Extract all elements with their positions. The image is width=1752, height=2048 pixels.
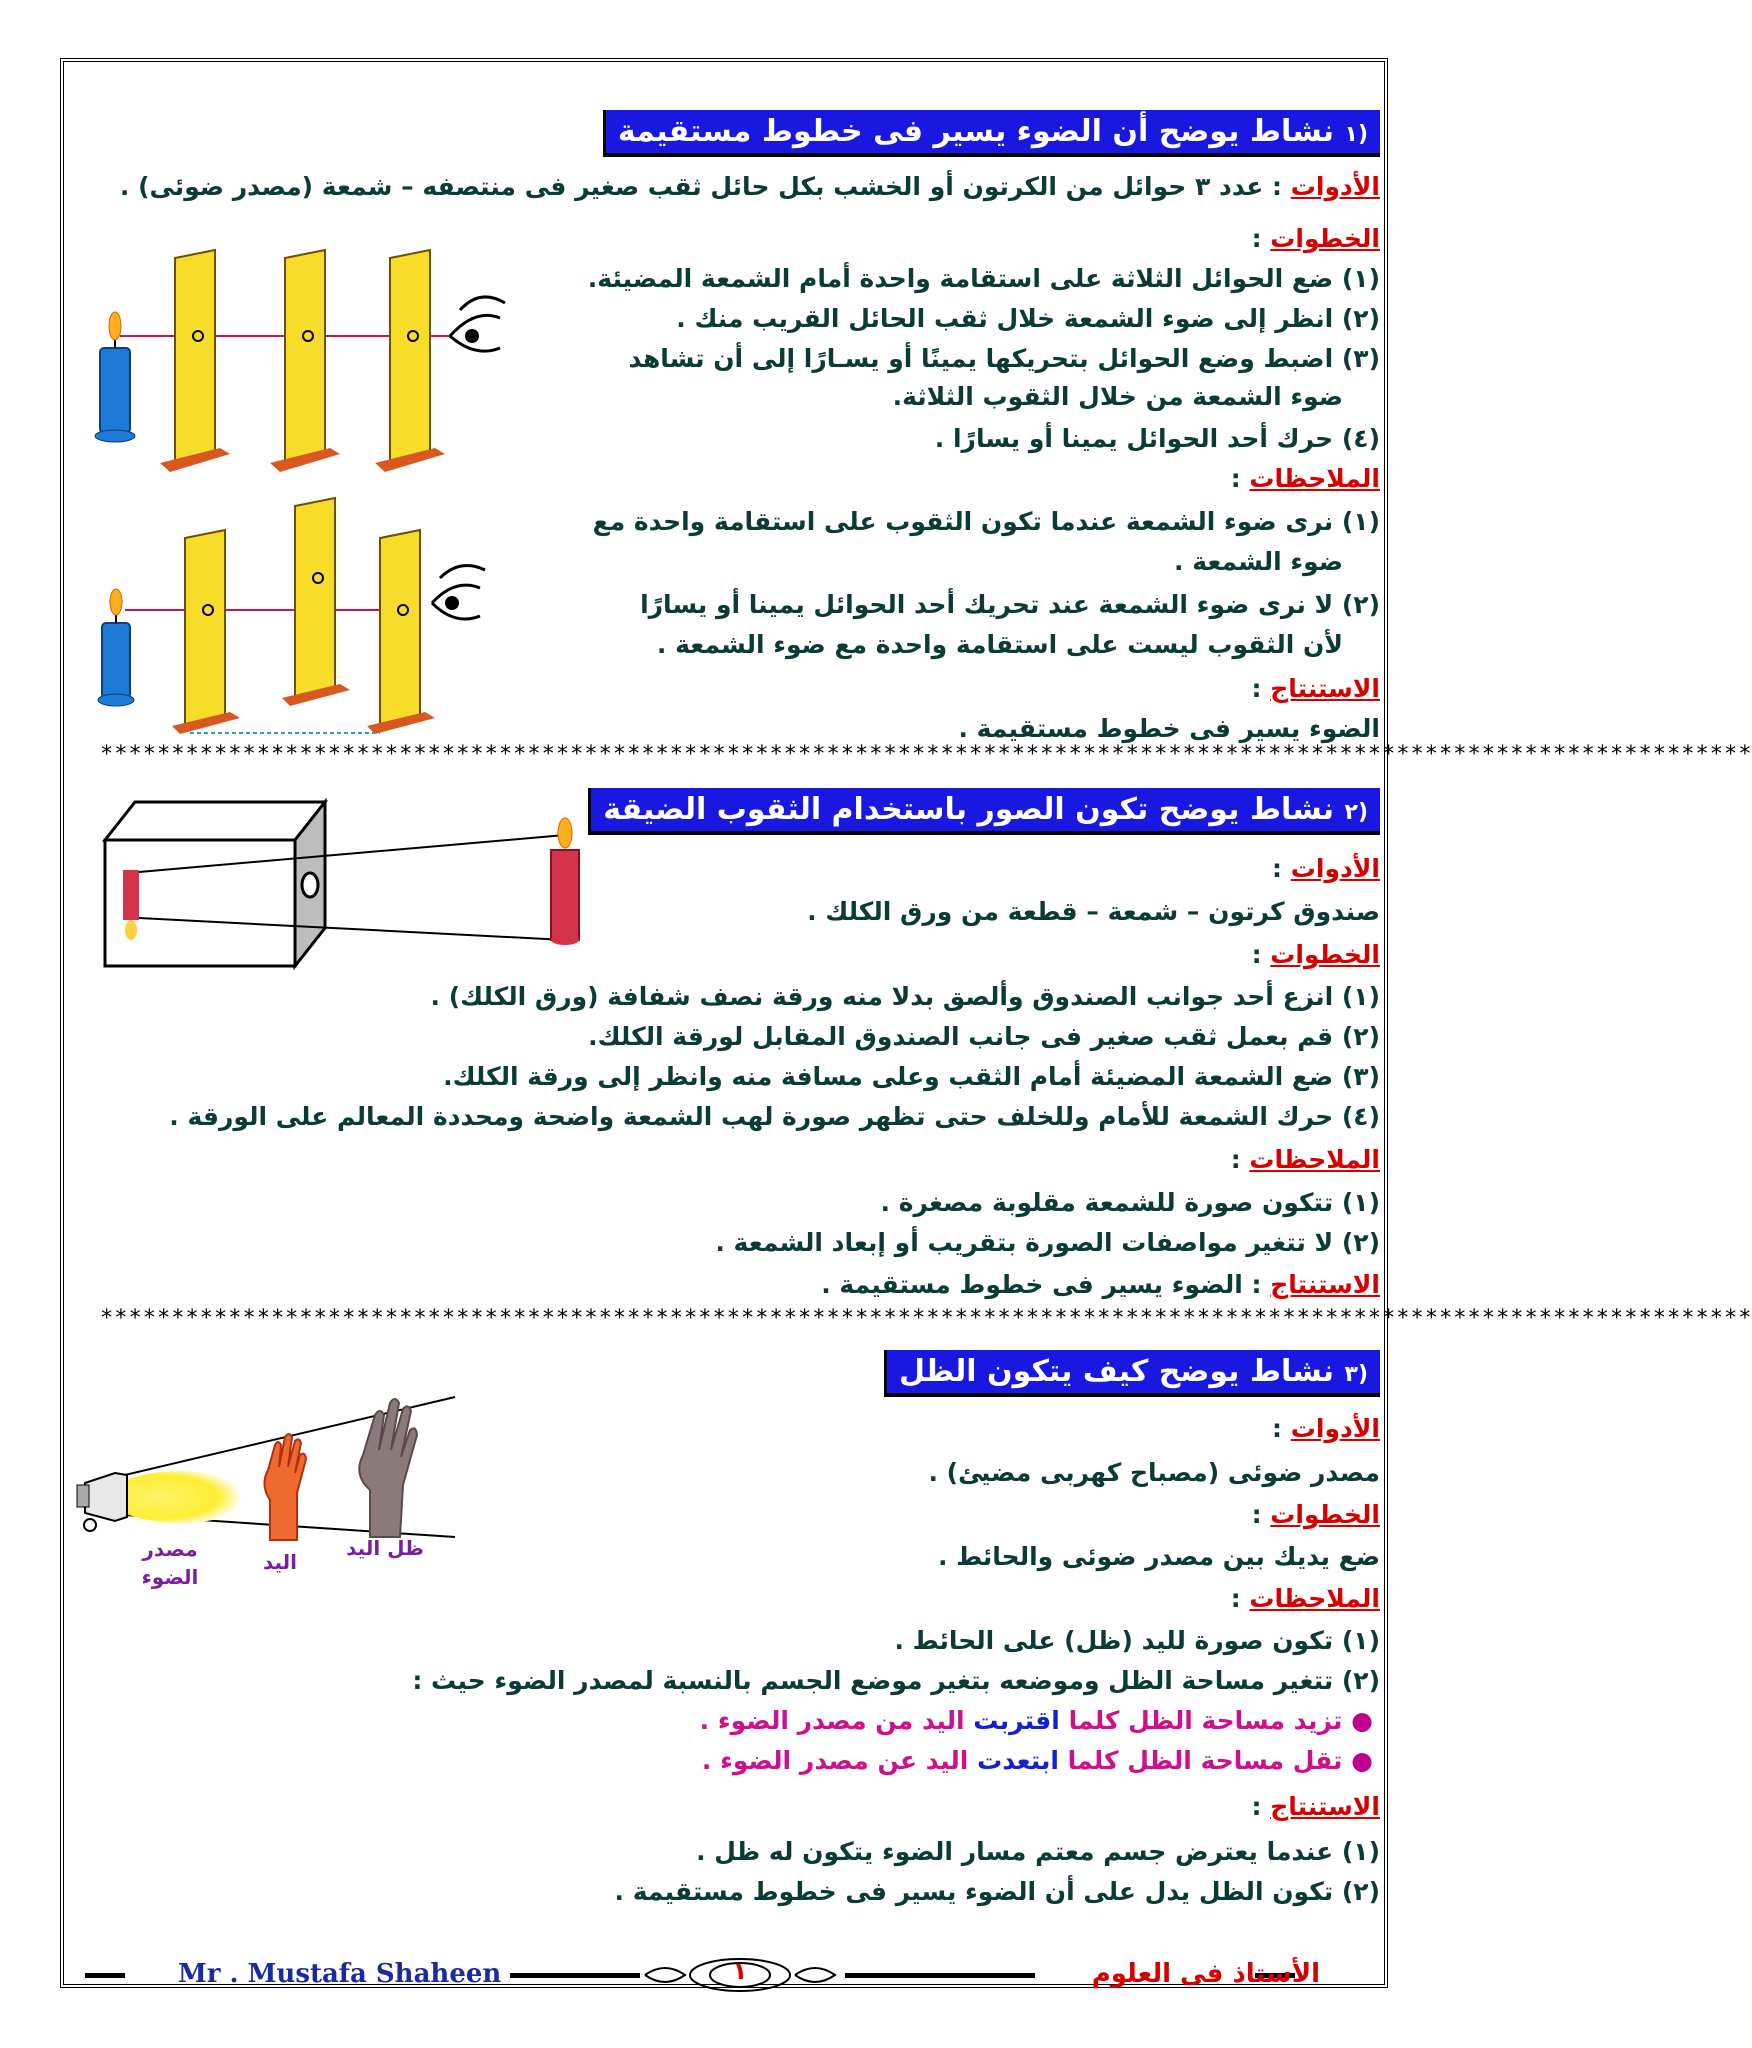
label-hand: اليد [262, 1550, 298, 1574]
activity1-steps-label: الخطوات [1270, 224, 1380, 253]
activity2-conclusion: الاستنتاج : الضوء يسير فى خطوط مستقيمة . [821, 1270, 1380, 1299]
activity2-tools-label: الأدوات [1290, 854, 1380, 883]
footer-subject: الأستاذ فى العلوم [1091, 1959, 1320, 1989]
activity1-step-1: (١) ضع الحوائل الثلاثة على استقامة واحدة أمام الشمعة المضيئة. [587, 264, 1380, 293]
activity1-conclusion-heading: الاستنتاج : [1251, 674, 1380, 703]
activity3-note-1: (١) تكون صورة لليد (ظل) على الحائط . [894, 1626, 1380, 1655]
activity3-title-text: نشاط يوضح كيف يتكون الظل [899, 1354, 1335, 1389]
activity3-steps-heading: الخطوات : [1251, 1500, 1380, 1529]
activity2-tools-text: صندوق كرتون – شمعة – قطعة من ورق الكلك . [807, 897, 1380, 926]
activity1-conclusion-label: الاستنتاج [1270, 674, 1380, 703]
activity2-conclusion-text: الضوء يسير فى خطوط مستقيمة . [821, 1270, 1243, 1299]
activity2-steps-heading: الخطوات : [1251, 940, 1380, 969]
bullet-icon: ● [1351, 1746, 1373, 1775]
activity3-title [884, 1350, 1380, 1397]
screen-3-top [375, 250, 445, 472]
activity3-conclusion-label: الاستنتاج [1270, 1792, 1380, 1821]
activity2-note-1: (١) تتكون صورة للشمعة مقلوبة مصغرة . [880, 1188, 1380, 1217]
bullet-1-b: اقتربت [973, 1706, 1060, 1735]
screen-2-bottom-shifted [282, 498, 350, 706]
activity3-bullet-1 [700, 1704, 1373, 1738]
candle-bottom [98, 589, 134, 706]
light-glow [110, 1471, 250, 1523]
label-light-source: مصدر الضوء [141, 1537, 199, 1589]
activity3-note-2: (٢) تتغير مساحة الظل وموضعه بتغير موضع الجسم بالنسبة لمصدر الضوء حيث : [412, 1666, 1380, 1695]
screen-3-bottom [367, 530, 435, 734]
activity2-title-number: (٢ [1344, 800, 1368, 825]
activity1-note-1: (١) نرى ضوء الشمعة عندما تكون الثقوب على استقامة واحدة مع [592, 507, 1380, 536]
activity1-title [603, 110, 1380, 157]
inverted-image [123, 870, 139, 940]
bullet-2-c: اليد عن مصدر الضوء . [701, 1746, 969, 1775]
eye-icon-bottom [432, 566, 485, 620]
activity3-tools-label: الأدوات [1290, 1414, 1380, 1443]
activity2-step-1: (١) انزع أحد جوانب الصندوق وألصق بدلا منه ورقة نصف شفافة (ورق الكلك) . [430, 982, 1380, 1011]
screen-1-top [160, 250, 230, 472]
activity1-notes-heading: الملاحظات : [1230, 464, 1380, 493]
activity3-conclusion-1: (١) عندما يعترض جسم معتم مسار الضوء يتكون له ظل . [696, 1837, 1380, 1866]
activity1-note-1-cont: ضوء الشمعة . [1174, 547, 1343, 576]
activity1-note-2-cont: لأن الثقوب ليست على استقامة واحدة مع ضوء الشمعة . [656, 630, 1343, 659]
shadow-figure [75, 1375, 475, 1545]
activity2-step-3: (٣) ضع الشمعة المضيئة أمام الثقب وعلى مسافة منه وانظر إلى ورقة الكلك. [443, 1062, 1380, 1091]
bullet-2-a: تقل مساحة الظل كلما [1067, 1746, 1343, 1775]
separator-2: ******************************************************************************************************************** [100, 1306, 1752, 1331]
activity3-tools-heading: الأدوات : [1272, 1414, 1380, 1443]
footer-author: Mr . Mustafa Shaheen [178, 1959, 502, 1989]
activity2-step-4: (٤) حرك الشمعة للأمام وللخلف حتى تظهر صورة لهب الشمعة واضحة ومحددة المعالم على الورقة . [169, 1102, 1380, 1131]
candle-top [95, 312, 135, 442]
activity1-step-2: (٢) انظر إلى ضوء الشمعة خلال ثقب الحائل القريب منك . [676, 304, 1380, 333]
activity1-notes-label: الملاحظات [1249, 464, 1380, 493]
screen-1-bottom [172, 530, 240, 734]
activity2-conclusion-label: الاستنتاج [1270, 1270, 1380, 1299]
activity1-title-text: نشاط يوضح أن الضوء يسير فى خطوط مستقيمة [617, 114, 1335, 149]
activity3-conclusion-2: (٢) تكون الظل يدل على أن الضوء يسير فى خطوط مستقيمة . [614, 1877, 1380, 1906]
activity1-conclusion: الضوء يسير فى خطوط مستقيمة . [958, 714, 1380, 743]
footer [150, 1955, 1380, 1995]
activity3-notes-heading: الملاحظات : [1230, 1584, 1380, 1613]
pinhole-camera-figure [95, 790, 635, 980]
activity1-step-4: (٤) حرك أحد الحوائل يمينا أو يسارًا . [934, 424, 1380, 453]
activity1-figure [80, 248, 550, 728]
bullet-1-a: تزيد مساحة الظل كلما [1068, 1706, 1343, 1735]
activity1-note-2: (٢) لا نرى ضوء الشمعة عند تحريك أحد الحوائل يمينا أو يسارًا [640, 590, 1380, 619]
bullet-2-b: ابتعدت [977, 1746, 1059, 1775]
activity3-conclusion-heading: الاستنتاج : [1251, 1792, 1380, 1821]
candle-red [551, 818, 579, 945]
activity3-notes-label: الملاحظات [1249, 1584, 1380, 1613]
activity1-tools: الأدوات : عدد ٣ حوائل من الكرتون أو الخشب بكل حائل ثقب صغير فى منتصفه – شمعة (مصدر ضوئى) . [119, 172, 1380, 201]
bulb-icon [77, 1473, 127, 1531]
screen-2-top [270, 250, 340, 472]
bullet-1-c: اليد من مصدر الضوء . [699, 1706, 965, 1735]
activity1-tools-text: عدد ٣ حوائل من الكرتون أو الخشب بكل حائل ثقب صغير فى منتصفه – شمعة (مصدر ضوئى) . [119, 172, 1264, 201]
activity2-notes-label: الملاحظات [1249, 1145, 1380, 1174]
activity2-steps-label: الخطوات [1270, 940, 1380, 969]
activity2-note-2: (٢) لا تتغير مواصفات الصورة بتقريب أو إبعاد الشمعة . [715, 1228, 1380, 1257]
activity1-step-3: (٣) اضبط وضع الحوائل بتحريكها يمينًا أو يسـارًا إلى أن تشاهد [628, 344, 1380, 373]
activity3-step: ضع يديك بين مصدر ضوئى والحائط . [937, 1542, 1380, 1571]
activity3-tools-text: مصدر ضوئى (مصباح كهربى مضيئ) . [928, 1458, 1380, 1487]
activity3-bullet-2 [702, 1744, 1373, 1778]
activity2-tools-heading: الأدوات : [1272, 854, 1380, 883]
separator-1: ******************************************************************************************************************** [100, 742, 1752, 767]
activity2-title [588, 788, 1380, 835]
activity2-title-text: نشاط يوضح تكون الصور باستخدام الثقوب الضيقة [603, 792, 1335, 827]
activity1-tools-label: الأدوات [1290, 172, 1380, 201]
activity3-title-number: (٣ [1344, 1362, 1368, 1387]
activity2-step-2: (٢) قم بعمل ثقب صغير فى جانب الصندوق المقابل لورقة الكلك. [588, 1022, 1380, 1051]
activity1-steps-heading: الخطوات : [1251, 224, 1380, 253]
bullet-icon: ● [1351, 1706, 1373, 1735]
label-hand-shadow: ظل اليد [346, 1536, 424, 1560]
activity1-title-number: (١ [1344, 122, 1368, 147]
activity2-notes-heading: الملاحظات : [1230, 1145, 1380, 1174]
activity1-step-3-cont: ضوء الشمعة من خلال الثقوب الثلاثة. [892, 382, 1343, 411]
page-number: ١ [732, 1957, 748, 1985]
activity3-steps-label: الخطوات [1270, 1500, 1380, 1529]
eye-icon [450, 297, 505, 351]
